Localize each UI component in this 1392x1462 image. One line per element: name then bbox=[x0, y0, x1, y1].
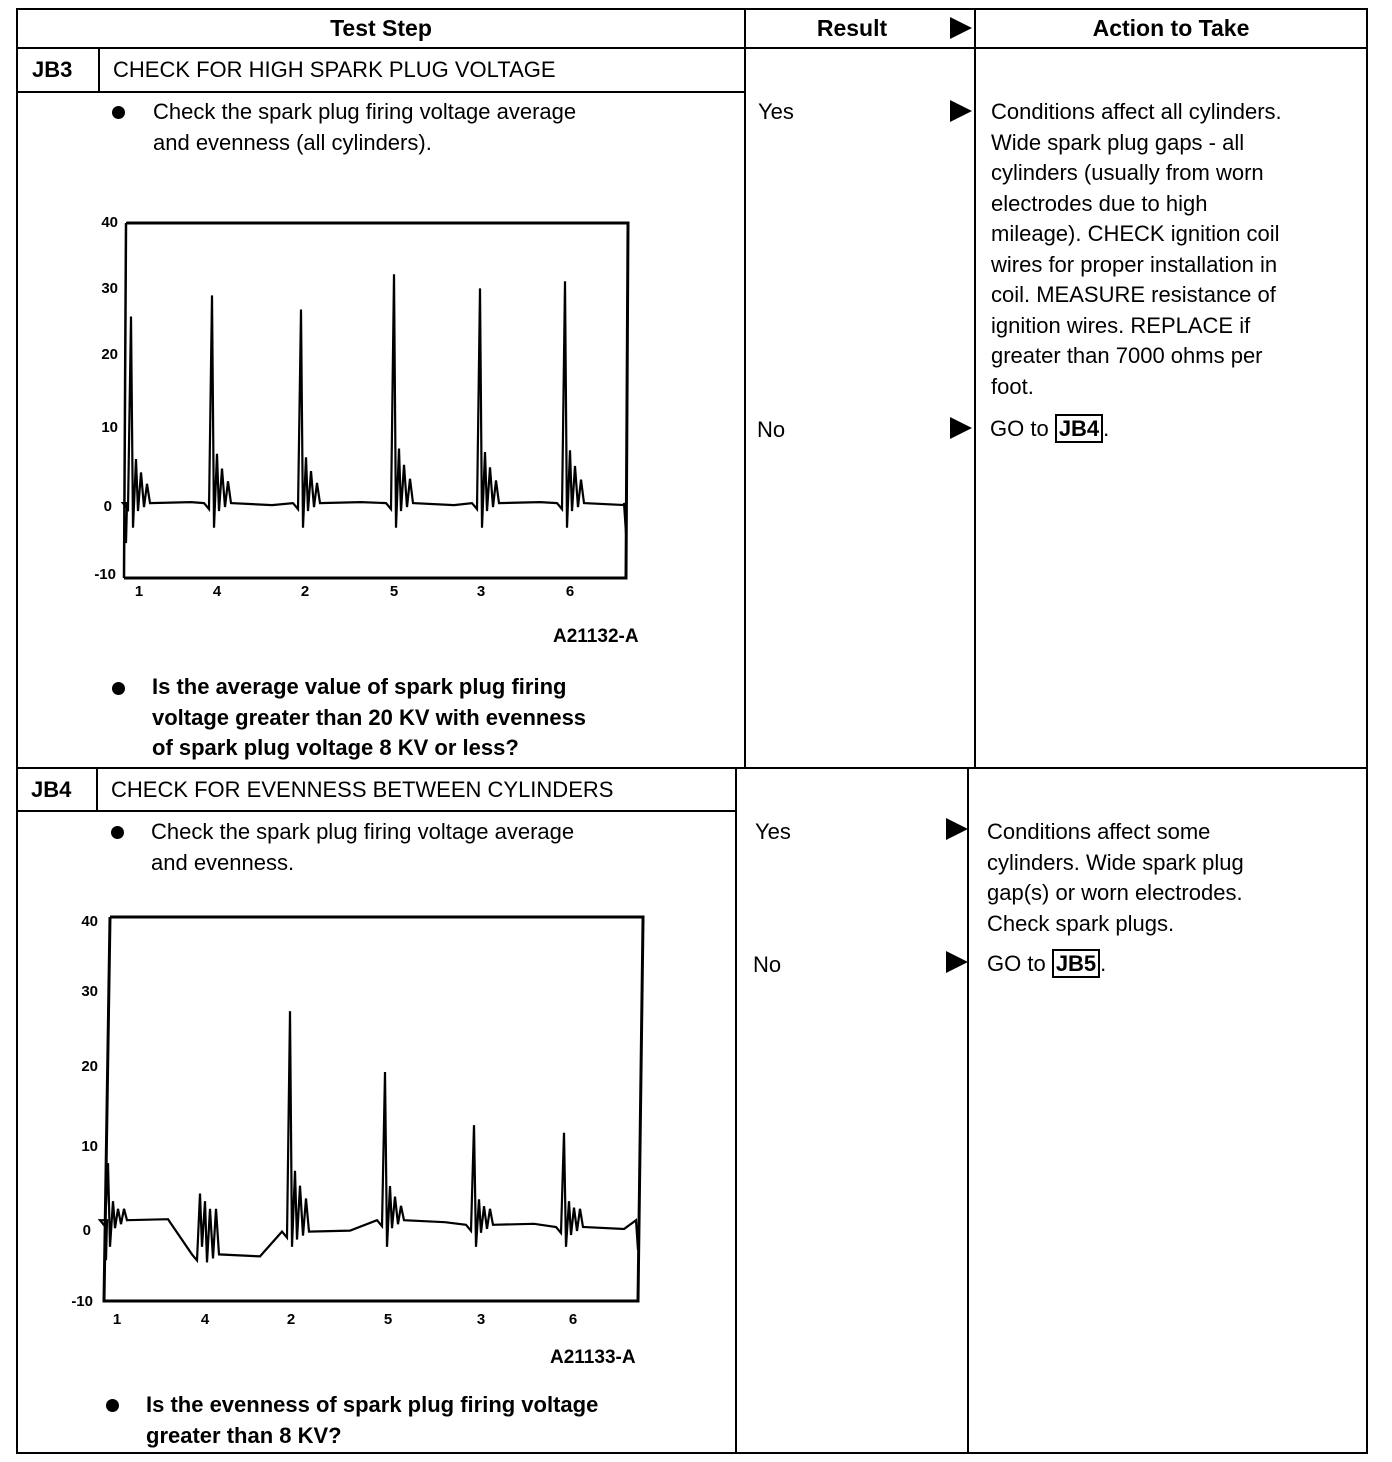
go-to-text: GO to bbox=[990, 416, 1049, 441]
jb3-action-yes bbox=[991, 97, 1282, 402]
jb4-action-no bbox=[987, 949, 1106, 980]
waveform-trace bbox=[123, 274, 626, 543]
jb4-figure-id: A21133-A bbox=[550, 1347, 636, 1368]
jb3-title-underline bbox=[16, 91, 744, 93]
action-line: Check spark plugs. bbox=[987, 910, 1175, 936]
action-line: Conditions affect all cylinders. bbox=[991, 99, 1282, 124]
x-tick-labels bbox=[135, 583, 574, 600]
jb3-result-yes: Yes bbox=[758, 99, 794, 124]
col-divider-1 bbox=[744, 8, 746, 768]
jb3-yes-arrow-icon bbox=[950, 100, 972, 122]
jb3-action-no bbox=[990, 414, 1109, 445]
jb3-no-arrow-icon bbox=[950, 417, 972, 439]
table-border-left bbox=[16, 8, 18, 1454]
bullet-icon bbox=[106, 1399, 119, 1412]
action-line: mileage). CHECK ignition coil bbox=[991, 221, 1280, 246]
x-tick-label: 2 bbox=[286, 1311, 296, 1328]
jb3-waveform-chart bbox=[80, 205, 660, 605]
header-divider bbox=[16, 47, 1368, 49]
col-divider-2 bbox=[974, 8, 976, 768]
jb3-question-line2: voltage greater than 20 KV with evenness bbox=[152, 705, 587, 730]
x-tick-label: 2 bbox=[300, 583, 310, 600]
jb4-result-no: No bbox=[753, 952, 782, 977]
action-line: ignition wires. REPLACE if bbox=[991, 312, 1251, 338]
y-tick-label: 10 bbox=[81, 1138, 98, 1155]
header-action: Action to Take bbox=[1092, 15, 1250, 41]
jb3-code-divider bbox=[98, 49, 100, 91]
go-to-jb4-link[interactable]: JB4 bbox=[1055, 414, 1103, 443]
y-tick-label: 40 bbox=[81, 913, 98, 930]
step-title-jb4: CHECK FOR EVENNESS BETWEEN CYLINDERS bbox=[111, 777, 614, 802]
jb3-question-line3: of spark plug voltage 8 KV or less? bbox=[152, 735, 519, 760]
waveform-trace bbox=[100, 1011, 638, 1262]
jb3-question-line1: Is the average value of spark plug firing bbox=[152, 674, 567, 699]
x-tick-label: 6 bbox=[568, 1311, 578, 1328]
x-tick-labels bbox=[113, 1311, 577, 1328]
jb4-action-yes bbox=[987, 817, 1244, 939]
action-line: foot. bbox=[991, 373, 1034, 399]
y-tick-label: 30 bbox=[81, 983, 98, 1000]
jb4-waveform-chart bbox=[60, 900, 660, 1335]
x-tick-label: 4 bbox=[212, 583, 222, 600]
y-tick-label: 20 bbox=[101, 346, 118, 363]
action-line: wires for proper installation in bbox=[991, 251, 1278, 277]
bullet-icon bbox=[112, 106, 125, 119]
col-divider-1b bbox=[735, 768, 737, 1454]
bullet-icon bbox=[111, 826, 124, 839]
go-to-period: . bbox=[1103, 416, 1110, 441]
jb3-figure-id: A21132-A bbox=[553, 626, 639, 647]
action-line: Conditions affect some bbox=[987, 819, 1211, 844]
x-tick-label: 1 bbox=[134, 583, 144, 600]
x-tick-label: 1 bbox=[112, 1311, 122, 1328]
go-to-period: . bbox=[1100, 951, 1107, 976]
y-tick-label: -10 bbox=[71, 1293, 93, 1310]
go-to-text: GO to bbox=[987, 951, 1046, 976]
jb4-yes-arrow-icon bbox=[946, 818, 968, 840]
y-tick-label: -10 bbox=[94, 566, 116, 583]
jb4-result-yes: Yes bbox=[755, 819, 791, 844]
chart-frame bbox=[124, 223, 628, 578]
action-line: coil. MEASURE resistance of bbox=[991, 282, 1276, 307]
x-tick-label: 6 bbox=[565, 583, 575, 600]
jb4-instruction-line1: Check the spark plug firing voltage average bbox=[151, 819, 575, 844]
step-code-jb4: JB4 bbox=[31, 777, 72, 802]
jb3-result-no: No bbox=[757, 417, 786, 442]
jb3-instruction-line2: and evenness (all cylinders). bbox=[153, 130, 432, 155]
action-line: cylinders. Wide spark plug bbox=[987, 849, 1244, 875]
header-result: Result bbox=[816, 15, 888, 41]
action-line: Wide spark plug gaps - all bbox=[991, 129, 1245, 155]
action-line: greater than 7000 ohms per bbox=[991, 343, 1263, 368]
action-line: gap(s) or worn electrodes. bbox=[987, 880, 1243, 905]
jb4-instruction-line2: and evenness. bbox=[151, 850, 295, 875]
x-tick-label: 3 bbox=[476, 1311, 486, 1328]
table-border-right bbox=[1366, 8, 1368, 1454]
header-arrow-icon bbox=[950, 17, 972, 39]
action-line: cylinders (usually from worn bbox=[991, 160, 1264, 185]
step-code-jb3: JB3 bbox=[32, 57, 73, 82]
y-tick-label: 30 bbox=[101, 280, 118, 297]
jb4-no-arrow-icon bbox=[946, 951, 968, 973]
x-tick-label: 4 bbox=[200, 1311, 210, 1328]
y-tick-label: 10 bbox=[101, 419, 118, 436]
bullet-icon bbox=[112, 682, 125, 695]
x-tick-label: 5 bbox=[389, 583, 399, 600]
go-to-jb5-link[interactable]: JB5 bbox=[1052, 949, 1100, 978]
y-tick-label: 40 bbox=[101, 214, 118, 231]
jb3-instruction-line1: Check the spark plug firing voltage average bbox=[153, 99, 577, 124]
action-line: electrodes due to high bbox=[991, 190, 1208, 216]
header-test-step: Test Step bbox=[330, 15, 432, 41]
y-tick-label: 0 bbox=[82, 1222, 91, 1239]
row-divider bbox=[16, 767, 1368, 769]
y-tick-label: 0 bbox=[103, 498, 112, 515]
x-tick-label: 3 bbox=[476, 583, 486, 600]
y-tick-label: 20 bbox=[81, 1058, 98, 1075]
jb4-question-line2: greater than 8 KV? bbox=[146, 1423, 342, 1448]
col-divider-2b bbox=[967, 768, 969, 1454]
jb4-title-underline bbox=[16, 810, 736, 812]
table-border-bottom bbox=[16, 1452, 1368, 1454]
jb4-code-divider bbox=[96, 769, 98, 810]
x-tick-label: 5 bbox=[383, 1311, 393, 1328]
step-title-jb3: CHECK FOR HIGH SPARK PLUG VOLTAGE bbox=[113, 57, 556, 82]
jb4-question-line1: Is the evenness of spark plug firing voltage bbox=[146, 1392, 599, 1417]
